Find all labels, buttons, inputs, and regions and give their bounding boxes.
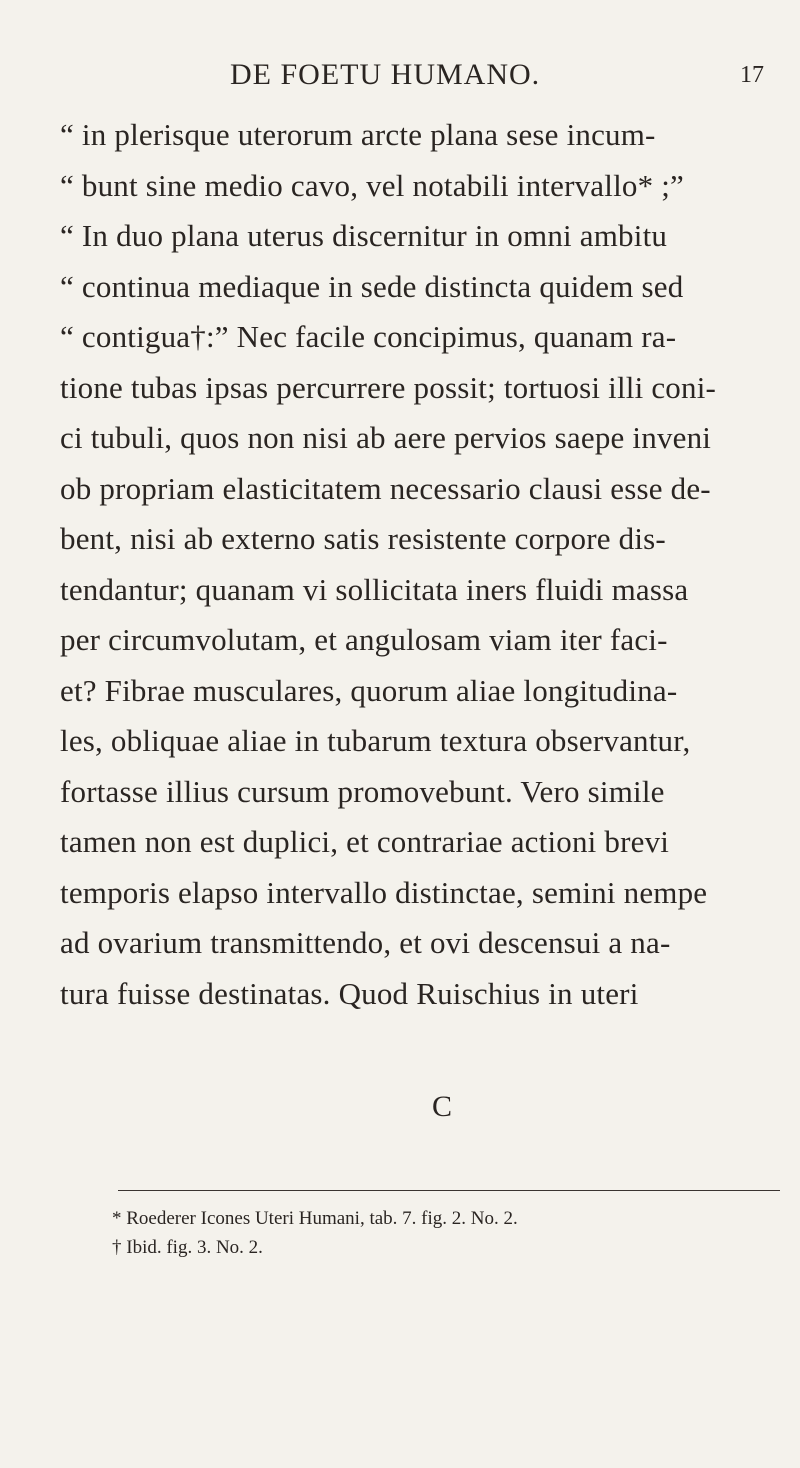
footnote: * Roederer Icones Uteri Humani, tab. 7. fig. 2. No. 2. xyxy=(112,1208,518,1229)
text-line: “ contigua†:” Nec facile concipimus, quanam ra- xyxy=(60,319,677,354)
text-line: tendantur; quanam vi sollicitata iners fluidi massa xyxy=(60,571,689,607)
text-line: tura fuisse destinatas. Quod Ruischius in uteri xyxy=(60,975,639,1011)
body-text xyxy=(60,110,790,1019)
text-line: temporis elapso intervallo distinctae, semini nempe xyxy=(60,874,708,910)
text-line: per circumvolutam, et angulosam viam iter faci- xyxy=(60,622,668,657)
footnote-divider xyxy=(118,1190,780,1191)
page-number: 17 xyxy=(740,62,764,88)
text-line: fortasse illius cursum promovebunt. Vero simile xyxy=(60,773,665,809)
text-line: bent, nisi ab externo satis resistente corpore dis- xyxy=(60,521,666,556)
text-line: les, obliquae aliae in tubarum textura observantur, xyxy=(60,723,691,758)
text-line: “ In duo plana uterus discernitur in omni ambitu xyxy=(60,218,668,253)
text-line: tamen non est duplici, et contrariae actioni brevi xyxy=(60,824,670,859)
footnote: † Ibid. fig. 3. No. 2. xyxy=(112,1237,263,1258)
running-title: DE FOETU HUMANO. xyxy=(230,58,541,91)
text-line: et? Fibrae musculares, quorum aliae longitudina- xyxy=(60,672,678,708)
catchword: C xyxy=(432,1090,453,1123)
text-line: “ bunt sine medio cavo, vel notabili intervallo* ;” xyxy=(60,167,685,203)
text-line: ci tubuli, quos non nisi ab aere pervios saepe inveni xyxy=(60,420,712,455)
footnotes xyxy=(112,1204,792,1262)
running-head xyxy=(0,52,800,92)
text-line: “ in plerisque uterorum arcte plana sese incum- xyxy=(60,117,656,152)
text-line: ad ovarium transmittendo, et ovi descensui a na- xyxy=(60,925,671,960)
text-line: ob propriam elasticitatem necessario clausi esse de- xyxy=(60,470,711,506)
text-line: tione tubas ipsas percurrere possit; tortuosi illi coni- xyxy=(60,369,717,405)
text-line: “ continua mediaque in sede distincta quidem sed xyxy=(60,268,684,304)
